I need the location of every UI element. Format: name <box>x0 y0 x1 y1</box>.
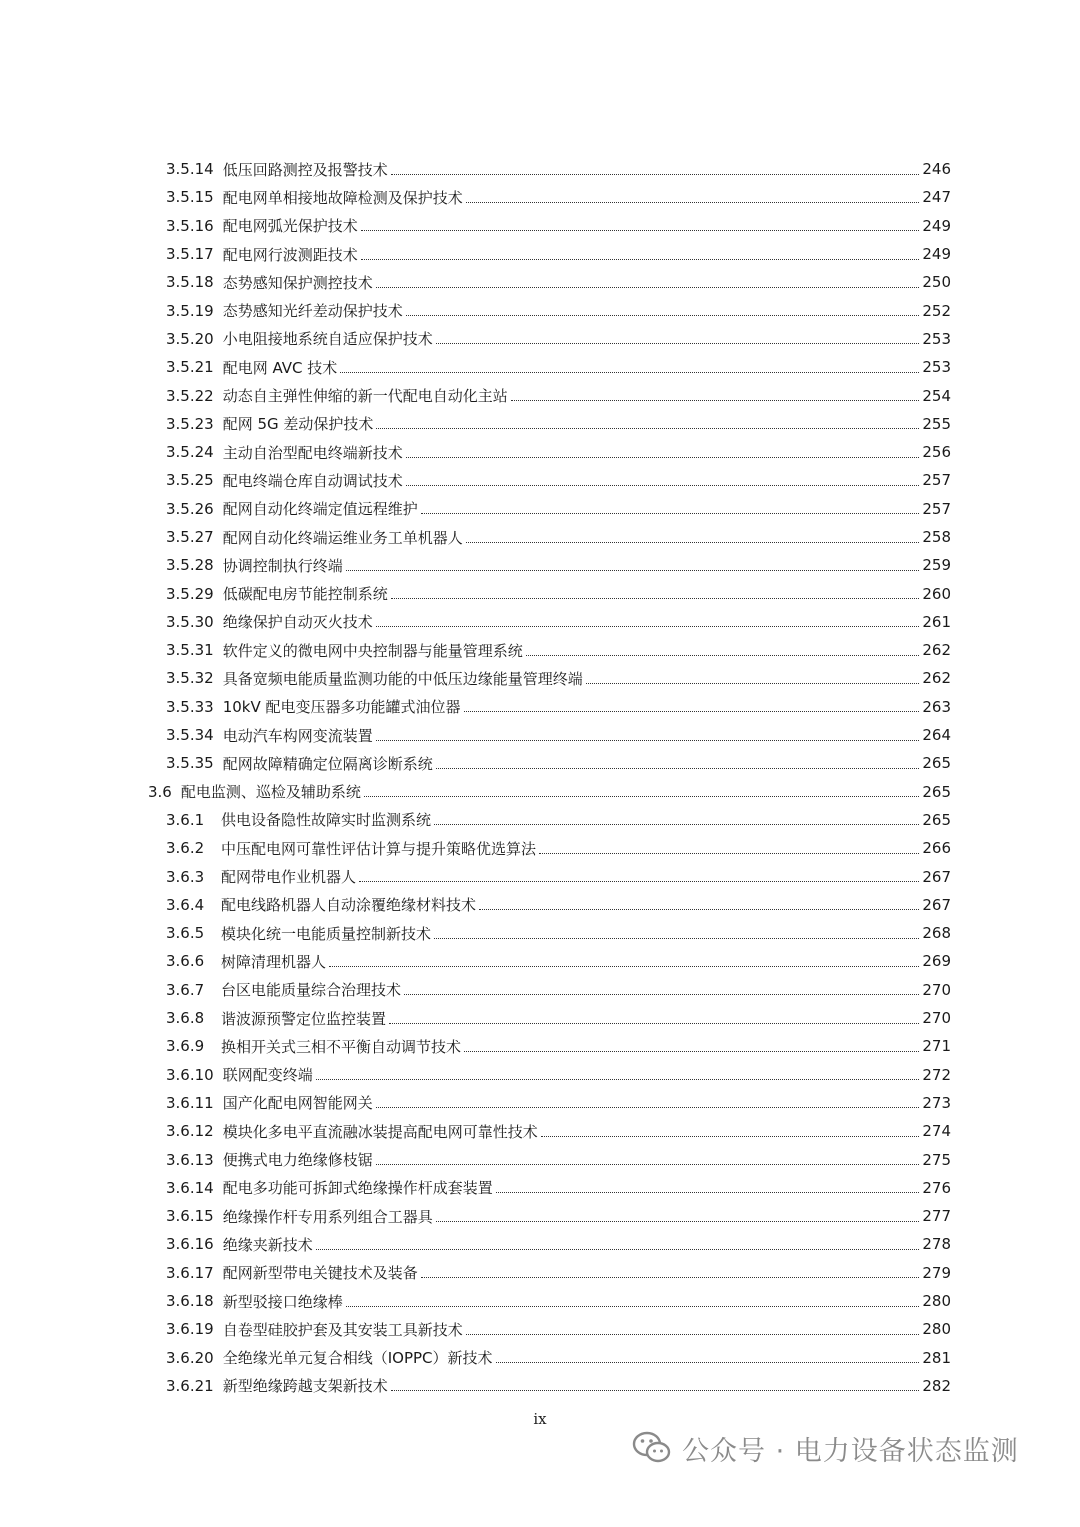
toc-entry-number: 3.5.15 <box>166 188 214 207</box>
toc-entry-number: 3.5.16 <box>166 216 214 235</box>
toc-entry-number: 3.6.11 <box>166 1093 214 1112</box>
toc-entry-number: 3.6.4 <box>166 895 205 914</box>
dot-leader <box>329 966 919 967</box>
toc-entry[interactable] <box>148 353 951 381</box>
toc-entry[interactable] <box>148 495 951 523</box>
toc-entry-number: 3.5.19 <box>166 301 214 320</box>
toc-entry-title: 自卷型硅胶护套及其安装工具新技术 <box>222 1320 463 1339</box>
toc-entry-title: 便携式电力绝缘修枝锯 <box>222 1151 373 1170</box>
table-of-contents <box>148 155 951 1400</box>
toc-entry[interactable] <box>148 1117 951 1145</box>
toc-entry-title: 动态自主弹性伸缩的新一代配电自动化主站 <box>222 387 508 406</box>
toc-entry-number: 3.5.30 <box>166 612 214 631</box>
toc-entry-page: 247 <box>922 188 951 207</box>
toc-entry-title: 配电网弧光保护技术 <box>222 217 358 236</box>
toc-entry-title: 配电网单相接地故障检测及保护技术 <box>222 188 463 207</box>
toc-entry[interactable] <box>148 721 951 749</box>
toc-entry[interactable] <box>148 381 951 409</box>
toc-entry-page: 269 <box>922 952 951 971</box>
toc-entry-title: 换相开关式三相不平衡自动调节技术 <box>221 1037 462 1056</box>
toc-entry-page: 267 <box>922 867 951 886</box>
toc-entry[interactable] <box>148 212 951 240</box>
toc-entry-number: 3.5.28 <box>166 556 214 575</box>
toc-entry[interactable] <box>148 1174 951 1202</box>
dot-leader <box>421 513 920 514</box>
toc-entry-page: 279 <box>922 1263 951 1282</box>
toc-entry[interactable] <box>148 155 951 183</box>
toc-entry-title: 主动自治型配电终端新技术 <box>222 443 403 462</box>
toc-entry[interactable] <box>148 551 951 579</box>
toc-entry-title: 绝缘操作杆专用系列组合工器具 <box>222 1207 433 1226</box>
toc-entry[interactable] <box>148 947 951 975</box>
toc-entry-page: 259 <box>922 556 951 575</box>
dot-leader <box>539 853 919 854</box>
toc-entry-page: 276 <box>922 1178 951 1197</box>
toc-entry-title: 电动汽车构网变流装置 <box>222 726 373 745</box>
toc-entry[interactable] <box>148 862 951 890</box>
toc-entry-number: 3.5.22 <box>166 386 214 405</box>
dot-leader <box>389 1023 919 1024</box>
toc-entry[interactable] <box>148 1061 951 1089</box>
toc-entry[interactable] <box>148 834 951 862</box>
toc-entry[interactable] <box>148 1145 951 1173</box>
toc-entry-title: 配网 5G 差动保护技术 <box>222 415 374 434</box>
toc-entry[interactable] <box>148 1315 951 1343</box>
toc-entry-page: 253 <box>922 358 951 377</box>
toc-entry-title: 配电终端仓库自动调试技术 <box>222 471 403 490</box>
dot-leader <box>406 457 920 458</box>
dot-leader <box>436 768 920 769</box>
dot-leader <box>526 655 920 656</box>
toc-entry-page: 282 <box>922 1376 951 1395</box>
toc-entry-title: 配网故障精确定位隔离诊断系统 <box>222 754 433 773</box>
toc-entry-title: 谐波源预警定位监控装置 <box>221 1009 387 1028</box>
toc-entry[interactable] <box>148 636 951 664</box>
toc-entry-page: 265 <box>922 782 951 801</box>
toc-entry-page: 281 <box>922 1348 951 1367</box>
toc-entry-page: 267 <box>922 895 951 914</box>
toc-entry[interactable] <box>148 240 951 268</box>
dot-leader <box>376 740 920 741</box>
toc-entry-number: 3.6.1 <box>166 810 205 829</box>
dot-leader <box>361 259 920 260</box>
toc-entry[interactable] <box>148 919 951 947</box>
toc-entry[interactable] <box>148 664 951 692</box>
toc-entry-number: 3.6.16 <box>166 1235 214 1254</box>
dot-leader <box>436 343 920 344</box>
toc-entry-page: 257 <box>922 499 951 518</box>
toc-entry[interactable] <box>148 1004 951 1032</box>
toc-entry-page: 275 <box>922 1150 951 1169</box>
toc-entry[interactable] <box>148 268 951 296</box>
dot-leader <box>464 711 920 712</box>
toc-entry-page: 277 <box>922 1207 951 1226</box>
toc-entry-page: 271 <box>922 1037 951 1056</box>
toc-entry-number: 3.6.14 <box>166 1178 214 1197</box>
toc-entry-number: 3.5.26 <box>166 499 214 518</box>
toc-entry-page: 246 <box>922 160 951 179</box>
toc-entry[interactable] <box>148 1032 951 1060</box>
toc-entry-page: 270 <box>922 980 951 999</box>
toc-entry-title: 全绝缘光单元复合相线（IOPPC）新技术 <box>222 1349 493 1368</box>
toc-entry-title: 低碳配电房节能控制系统 <box>222 585 388 604</box>
toc-entry-title: 具备宽频电能质量监测功能的中低压边缘能量管理终端 <box>222 669 583 688</box>
toc-entry-number: 3.5.33 <box>166 697 214 716</box>
toc-entry-page: 250 <box>922 273 951 292</box>
toc-entry-number: 3.6.15 <box>166 1207 214 1226</box>
toc-entry-title: 模块化多电平直流融冰装提高配电网可靠性技术 <box>222 1122 538 1141</box>
toc-entry-page: 262 <box>922 669 951 688</box>
toc-entry-page: 266 <box>922 839 951 858</box>
toc-entry-page: 270 <box>922 1009 951 1028</box>
toc-entry-number: 3.6.21 <box>166 1376 214 1395</box>
toc-entry-title: 联网配变终端 <box>222 1066 313 1085</box>
toc-entry-number: 3.5.29 <box>166 584 214 603</box>
dot-leader <box>376 1107 920 1108</box>
toc-entry-number: 3.5.14 <box>166 160 214 179</box>
toc-entry[interactable] <box>148 1287 951 1315</box>
dot-leader <box>496 1192 920 1193</box>
toc-entry[interactable] <box>148 976 951 1004</box>
toc-entry-page: 272 <box>922 1065 951 1084</box>
toc-entry-title: 配网自动化终端定值远程维护 <box>222 500 418 519</box>
toc-entry-title: 配电网行波测距技术 <box>222 245 358 264</box>
toc-entry[interactable] <box>148 891 951 919</box>
toc-entry-page: 255 <box>922 414 951 433</box>
toc-entry-title: 协调控制执行终端 <box>222 556 343 575</box>
dot-leader <box>406 315 920 316</box>
dot-leader <box>391 1390 920 1391</box>
toc-entry-page: 264 <box>922 726 951 745</box>
toc-entry-page: 261 <box>922 612 951 631</box>
toc-entry-title: 绝缘保护自动灭火技术 <box>222 613 373 632</box>
dot-leader <box>466 202 920 203</box>
toc-entry[interactable] <box>148 579 951 607</box>
toc-entry[interactable] <box>148 806 951 834</box>
toc-entry-number: 3.6.17 <box>166 1263 214 1282</box>
toc-entry-number: 3.5.35 <box>166 754 214 773</box>
toc-entry-title: 配电线路机器人自动涂覆绝缘材料技术 <box>221 896 477 915</box>
toc-entry-number: 3.6.3 <box>166 867 205 886</box>
toc-entry-title: 10kV 配电变压器多功能罐式油位器 <box>222 698 461 717</box>
dot-leader <box>496 1362 920 1363</box>
toc-entry[interactable] <box>148 749 951 777</box>
toc-entry-page: 249 <box>922 216 951 235</box>
toc-entry[interactable] <box>148 1259 951 1287</box>
toc-entry-title: 配网带电作业机器人 <box>221 868 357 887</box>
toc-entry-page: 258 <box>922 528 951 546</box>
toc-entry-number: 3.6.7 <box>166 980 205 999</box>
toc-entry-title: 新型绝缘跨越支架新技术 <box>222 1377 388 1396</box>
toc-entry-page: 273 <box>922 1093 951 1112</box>
toc-entry-number: 3.6.12 <box>166 1122 214 1141</box>
toc-entry-number: 3.5.18 <box>166 273 214 292</box>
toc-entry-number: 3.5.17 <box>166 245 214 264</box>
dot-leader <box>391 174 920 175</box>
dot-leader <box>359 881 919 882</box>
toc-entry-number: 3.6 <box>148 782 172 801</box>
toc-entry-page: 263 <box>922 697 951 716</box>
toc-entry-title: 配电网 AVC 技术 <box>222 358 338 377</box>
toc-entry-title: 绝缘夹新技术 <box>222 1235 313 1254</box>
toc-entry-page: 252 <box>922 301 951 320</box>
dot-leader <box>436 1221 920 1222</box>
toc-entry-number: 3.6.2 <box>166 839 205 858</box>
toc-entry[interactable] <box>148 1372 951 1400</box>
toc-entry-title: 小电阻接地系统自适应保护技术 <box>222 330 433 349</box>
toc-entry-number: 3.6.13 <box>166 1150 214 1169</box>
dot-leader <box>346 1306 920 1307</box>
toc-entry-title: 新型驳接口绝缘棒 <box>222 1292 343 1311</box>
toc-entry-title: 配网自动化终端运维业务工单机器人 <box>222 528 463 547</box>
dot-leader <box>404 994 919 995</box>
toc-entry-title: 低压回路测控及报警技术 <box>222 160 388 179</box>
toc-entry[interactable] <box>148 438 951 466</box>
toc-entry-number: 3.5.25 <box>166 471 214 490</box>
toc-entry-number: 3.5.34 <box>166 726 214 745</box>
toc-entry[interactable] <box>148 693 951 721</box>
toc-entry[interactable] <box>148 1202 951 1230</box>
toc-entry-title: 供电设备隐性故障实时监测系统 <box>221 811 432 830</box>
toc-entry-title: 台区电能质量综合治理技术 <box>221 981 402 1000</box>
toc-entry-page: 265 <box>922 810 951 829</box>
toc-entry-title: 国产化配电网智能网关 <box>222 1094 373 1113</box>
toc-entry-page: 260 <box>922 584 951 603</box>
toc-entry[interactable] <box>148 183 951 211</box>
toc-entry[interactable] <box>148 1089 951 1117</box>
toc-entry-title: 树障清理机器人 <box>221 952 327 971</box>
dot-leader <box>316 1079 920 1080</box>
toc-entry-title: 配网新型带电关键技术及装备 <box>222 1264 418 1283</box>
watermark <box>632 1430 1019 1466</box>
toc-entry[interactable] <box>148 1230 951 1258</box>
toc-entry-number: 3.6.20 <box>166 1348 214 1367</box>
dot-leader <box>586 683 920 684</box>
toc-entry-title: 软件定义的微电网中央控制器与能量管理系统 <box>222 641 523 660</box>
toc-entry-page: 262 <box>922 641 951 660</box>
toc-entry-number: 3.5.23 <box>166 414 214 433</box>
toc-entry-number: 3.5.20 <box>166 329 214 348</box>
toc-entry-title: 态势感知保护测控技术 <box>222 273 373 292</box>
toc-entry-number: 3.6.6 <box>166 952 205 971</box>
dot-leader <box>541 1136 920 1137</box>
dot-leader <box>376 1164 920 1165</box>
dot-leader <box>479 909 919 910</box>
dot-leader <box>466 542 920 543</box>
dot-leader <box>391 598 920 599</box>
dot-leader <box>376 428 919 429</box>
toc-entry-number: 3.6.19 <box>166 1320 214 1339</box>
dot-leader <box>346 570 920 571</box>
toc-entry[interactable] <box>148 466 951 494</box>
dot-leader <box>316 1249 920 1250</box>
toc-entry-page: 249 <box>922 245 951 264</box>
dot-leader <box>466 1334 920 1335</box>
dot-leader <box>421 1277 920 1278</box>
toc-entry-page: 274 <box>922 1122 951 1141</box>
toc-entry-page: 280 <box>922 1292 951 1311</box>
toc-entry-title: 配电监测、巡检及辅助系统 <box>180 783 361 802</box>
toc-entry-title: 配电多功能可拆卸式绝缘操作杆成套装置 <box>222 1179 493 1198</box>
toc-entry[interactable] <box>148 1343 951 1371</box>
dot-leader <box>340 372 919 373</box>
toc-entry-number: 3.5.21 <box>166 358 214 377</box>
toc-entry-title: 态势感知光纤差动保护技术 <box>222 302 403 321</box>
dot-leader <box>511 400 920 401</box>
dot-leader <box>406 485 920 486</box>
toc-entry[interactable] <box>148 410 951 438</box>
toc-entry-page: 278 <box>922 1235 951 1254</box>
dot-leader <box>434 938 919 939</box>
dot-leader <box>364 796 919 797</box>
toc-entry-page: 280 <box>922 1320 951 1339</box>
dot-leader <box>376 626 920 627</box>
toc-entry-number: 3.6.18 <box>166 1292 214 1311</box>
toc-entry-number: 3.5.32 <box>166 669 214 688</box>
page-number: ix <box>533 1410 547 1428</box>
toc-entry-number: 3.6.9 <box>166 1037 205 1056</box>
toc-entry-number: 3.6.5 <box>166 924 205 943</box>
toc-entry-number: 3.5.24 <box>166 443 214 462</box>
dot-leader <box>376 287 920 288</box>
toc-entry-page: 268 <box>922 924 951 943</box>
toc-entry-number: 3.5.31 <box>166 641 214 660</box>
toc-entry[interactable] <box>148 325 951 353</box>
toc-section-entry[interactable] <box>148 778 951 806</box>
toc-entry-page: 265 <box>922 754 951 773</box>
toc-entry-page: 254 <box>922 386 951 405</box>
dot-leader <box>361 230 920 231</box>
toc-entry-number: 3.5.27 <box>166 528 214 546</box>
toc-entry-title: 中压配电网可靠性评估计算与提升策略优选算法 <box>221 839 537 858</box>
toc-entry-title: 模块化统一电能质量控制新技术 <box>221 924 432 943</box>
toc-entry-number: 3.6.8 <box>166 1009 205 1028</box>
wechat-icon <box>632 1431 672 1465</box>
toc-entry-number: 3.6.10 <box>166 1065 214 1084</box>
toc-entry[interactable] <box>148 523 951 551</box>
watermark-text: 公众号 · 电力设备状态监测 <box>682 1435 1019 1467</box>
toc-entry-page: 256 <box>922 443 951 462</box>
dot-leader <box>464 1051 919 1052</box>
toc-entry[interactable] <box>148 608 951 636</box>
toc-entry-page: 253 <box>922 329 951 348</box>
toc-entry[interactable] <box>148 296 951 324</box>
toc-entry-page: 257 <box>922 471 951 490</box>
dot-leader <box>434 824 919 825</box>
